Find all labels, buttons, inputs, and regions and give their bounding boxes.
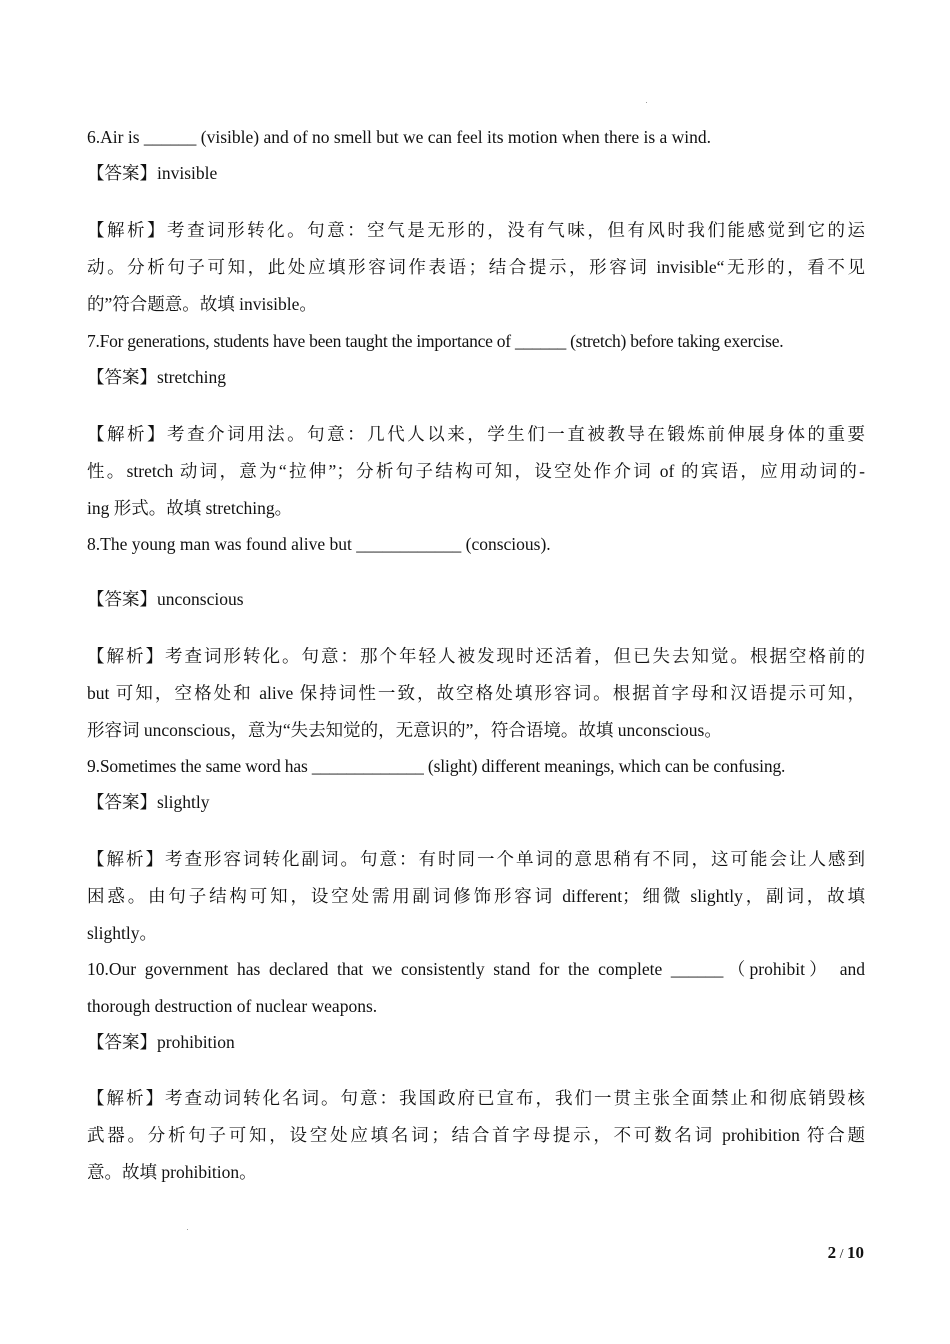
analysis-6-line-3: 的”符合题意。故填 invisible。 [87, 294, 317, 314]
scan-mark-top [646, 102, 647, 103]
analysis-10-line-1: 【解析】考查动词转化名词。句意：我国政府已宣布，我们一贯主张全面禁止和彻底销毁核 [87, 1088, 865, 1108]
question-8: 8.The young man was found alive but ____________ (conscious). [87, 534, 551, 554]
answer-8: 【答案】unconscious [87, 589, 244, 609]
page-number [828, 1241, 864, 1267]
analysis-9-line-1: 【解析】考查形容词转化副词。句意：有时同一个单词的意思稍有不同，这可能会让人感到 [87, 849, 865, 869]
question-7: 7.For generations, students have been taught the importance of ______ (stretch) before taking exercise. [87, 331, 784, 351]
analysis-7-line-1: 【解析】考查介词用法。句意：几代人以来，学生们一直被教导在锻炼前伸展身体的重要 [87, 424, 865, 444]
analysis-8-line-3: 形容词 unconscious，意为“失去知觉的，无意识的”，符合语境。故填 unconscious。 [87, 720, 722, 740]
page-separator: / [836, 1247, 847, 1262]
scan-mark-bottom [187, 1229, 188, 1230]
question-10-line-2: thorough destruction of nuclear weapons. [87, 996, 378, 1016]
page-total: 10 [847, 1243, 864, 1262]
analysis-6-line-2: 动。分析句子可知，此处应填形容词作表语；结合提示，形容词 invisible“无形的，看不见 [87, 257, 865, 277]
question-9: 9.Sometimes the same word has _____________ (slight) different meanings, which can be confusing. [87, 756, 786, 776]
question-10-line-1: 10.Our government has declared that we consistently stand for the complete ______（prohibit） and [87, 959, 865, 979]
analysis-9-line-3: slightly。 [87, 923, 158, 943]
answer-9: 【答案】slightly [87, 792, 210, 812]
analysis-7-line-2: 性。stretch 动词，意为“拉伸”；分析句子结构可知，设空处作介词 of 的宾语，应用动词的- [87, 461, 865, 481]
analysis-6-line-1: 【解析】考查词形转化。句意：空气是无形的，没有气味，但有风时我们能感觉到它的运 [87, 220, 865, 240]
page-current: 2 [827, 1243, 837, 1262]
analysis-7-line-3: ing 形式。故填 stretching。 [87, 498, 293, 518]
analysis-10-line-3: 意。故填 prohibition。 [87, 1162, 257, 1182]
question-6: 6.Air is ______ (visible) and of no smell but we can feel its motion when there is a wind. [87, 127, 712, 147]
analysis-8-line-2: but 可知，空格处和 alive 保持词性一致，故空格处填形容词。根据首字母和汉语提示可知， [87, 683, 865, 703]
answer-7: 【答案】stretching [87, 367, 227, 387]
answer-6: 【答案】invisible [87, 163, 218, 183]
analysis-10-line-2: 武器。分析句子可知，设空处应填名词；结合首字母提示，不可数名词 prohibition 符合题 [87, 1125, 865, 1145]
answer-10: 【答案】prohibition [87, 1032, 235, 1052]
analysis-9-line-2: 困惑。由句子结构可知，设空处需用副词修饰形容词 different；细微 slightly，副词，故填 [87, 886, 865, 906]
analysis-8-line-1: 【解析】考查词形转化。句意：那个年轻人被发现时还活着，但已失去知觉。根据空格前的 [87, 646, 865, 666]
